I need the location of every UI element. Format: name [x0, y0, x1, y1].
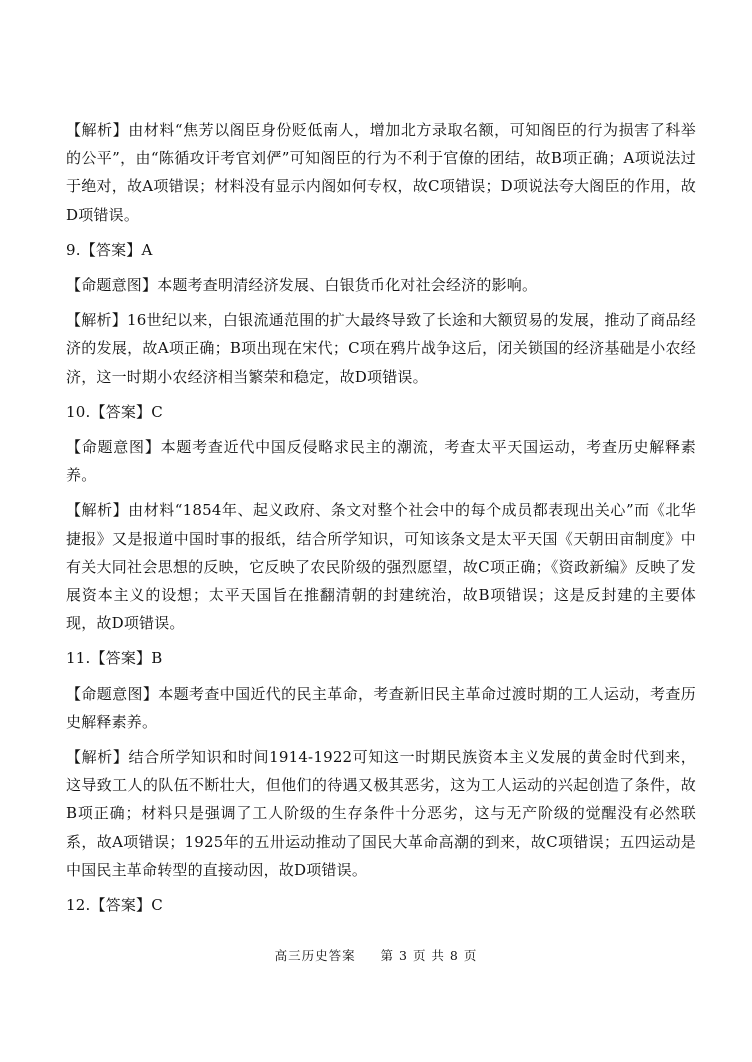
page-footer: [0, 946, 752, 966]
footer-page-number: 第 3 页 共 8 页: [380, 948, 478, 963]
explanation-11: 【解析】结合所学知识和时间1914-1922可知这一时期民族资本主义发展的黄金时代到来，这导致工人的队伍不断壮大，但他们的待遇又极其恶劣，这为工人运动的兴起创造了条件，故B项正确；材料只是强调了工人阶级的生存条件十分恶劣，这与无产阶级的觉醒没有必然联系，故A项错误；1925年的五卅运动推动了国民大革命高潮的到来，故C项错误；五四运动是中国民主革命转型的直接动因，故D项错误。: [66, 748, 696, 879]
intent-10: 【命题意图】本题考查近代中国反侵略求民主的潮流，考查太平天国运动，考查历史解释素养。: [66, 438, 696, 485]
answer-11: 11.【答案】B: [66, 649, 163, 668]
answer-10: 10.【答案】C: [66, 402, 163, 421]
explanation-8: 【解析】由材料“焦芳以阁臣身份贬低南人，增加北方录取名额，可知阁臣的行为损害了科举的公平”，由“陈循攻讦考官刘俨”可知阁臣的行为不利于官僚的团结，故B项正确；A项说法过于绝对，故A项错误；材料没有显示内阁如何专权，故C项错误；D项说法夸大阁臣的作用，故D项错误。: [66, 121, 696, 224]
intent-9: 【命题意图】本题考查明清经济发展、白银货币化对社会经济的影响。: [66, 276, 538, 295]
answer-content: [66, 116, 696, 926]
answer-12: 12.【答案】C: [66, 896, 163, 915]
intent-11: 【命题意图】本题考查中国近代的民主革命，考查新旧民主革命过渡时期的工人运动，考查历史解释素养。: [66, 684, 696, 731]
explanation-10: 【解析】由材料“1854年、起义政府、条文对整个社会中的每个成员都表现出关心”而《北华捷报》又是报道中国时事的报纸，结合所学知识，可知该条文是太平天国《天朝田亩制度》中有关大同社会思想的反映，它反映了农民阶级的强烈愿望，故C项正确；《资政新编》反映了发展资本主义的设想；太平天国旨在推翻清朝的封建统治，故B项错误；这是反封建的主要体现，故D项错误。: [66, 501, 696, 633]
answer-9: 9.【答案】A: [66, 240, 153, 259]
footer-subject: 高三历史答案: [274, 948, 356, 963]
explanation-9: 【解析】16世纪以来，白银流通范围的扩大最终导致了长途和大额贸易的发展，推动了商品经济的发展，故A项正确；B项出现在宋代；C项在鸦片战争这后，闭关锁国的经济基础是小农经济，这一时期小农经济相当繁荣和稳定，故D项错误。: [66, 311, 696, 386]
